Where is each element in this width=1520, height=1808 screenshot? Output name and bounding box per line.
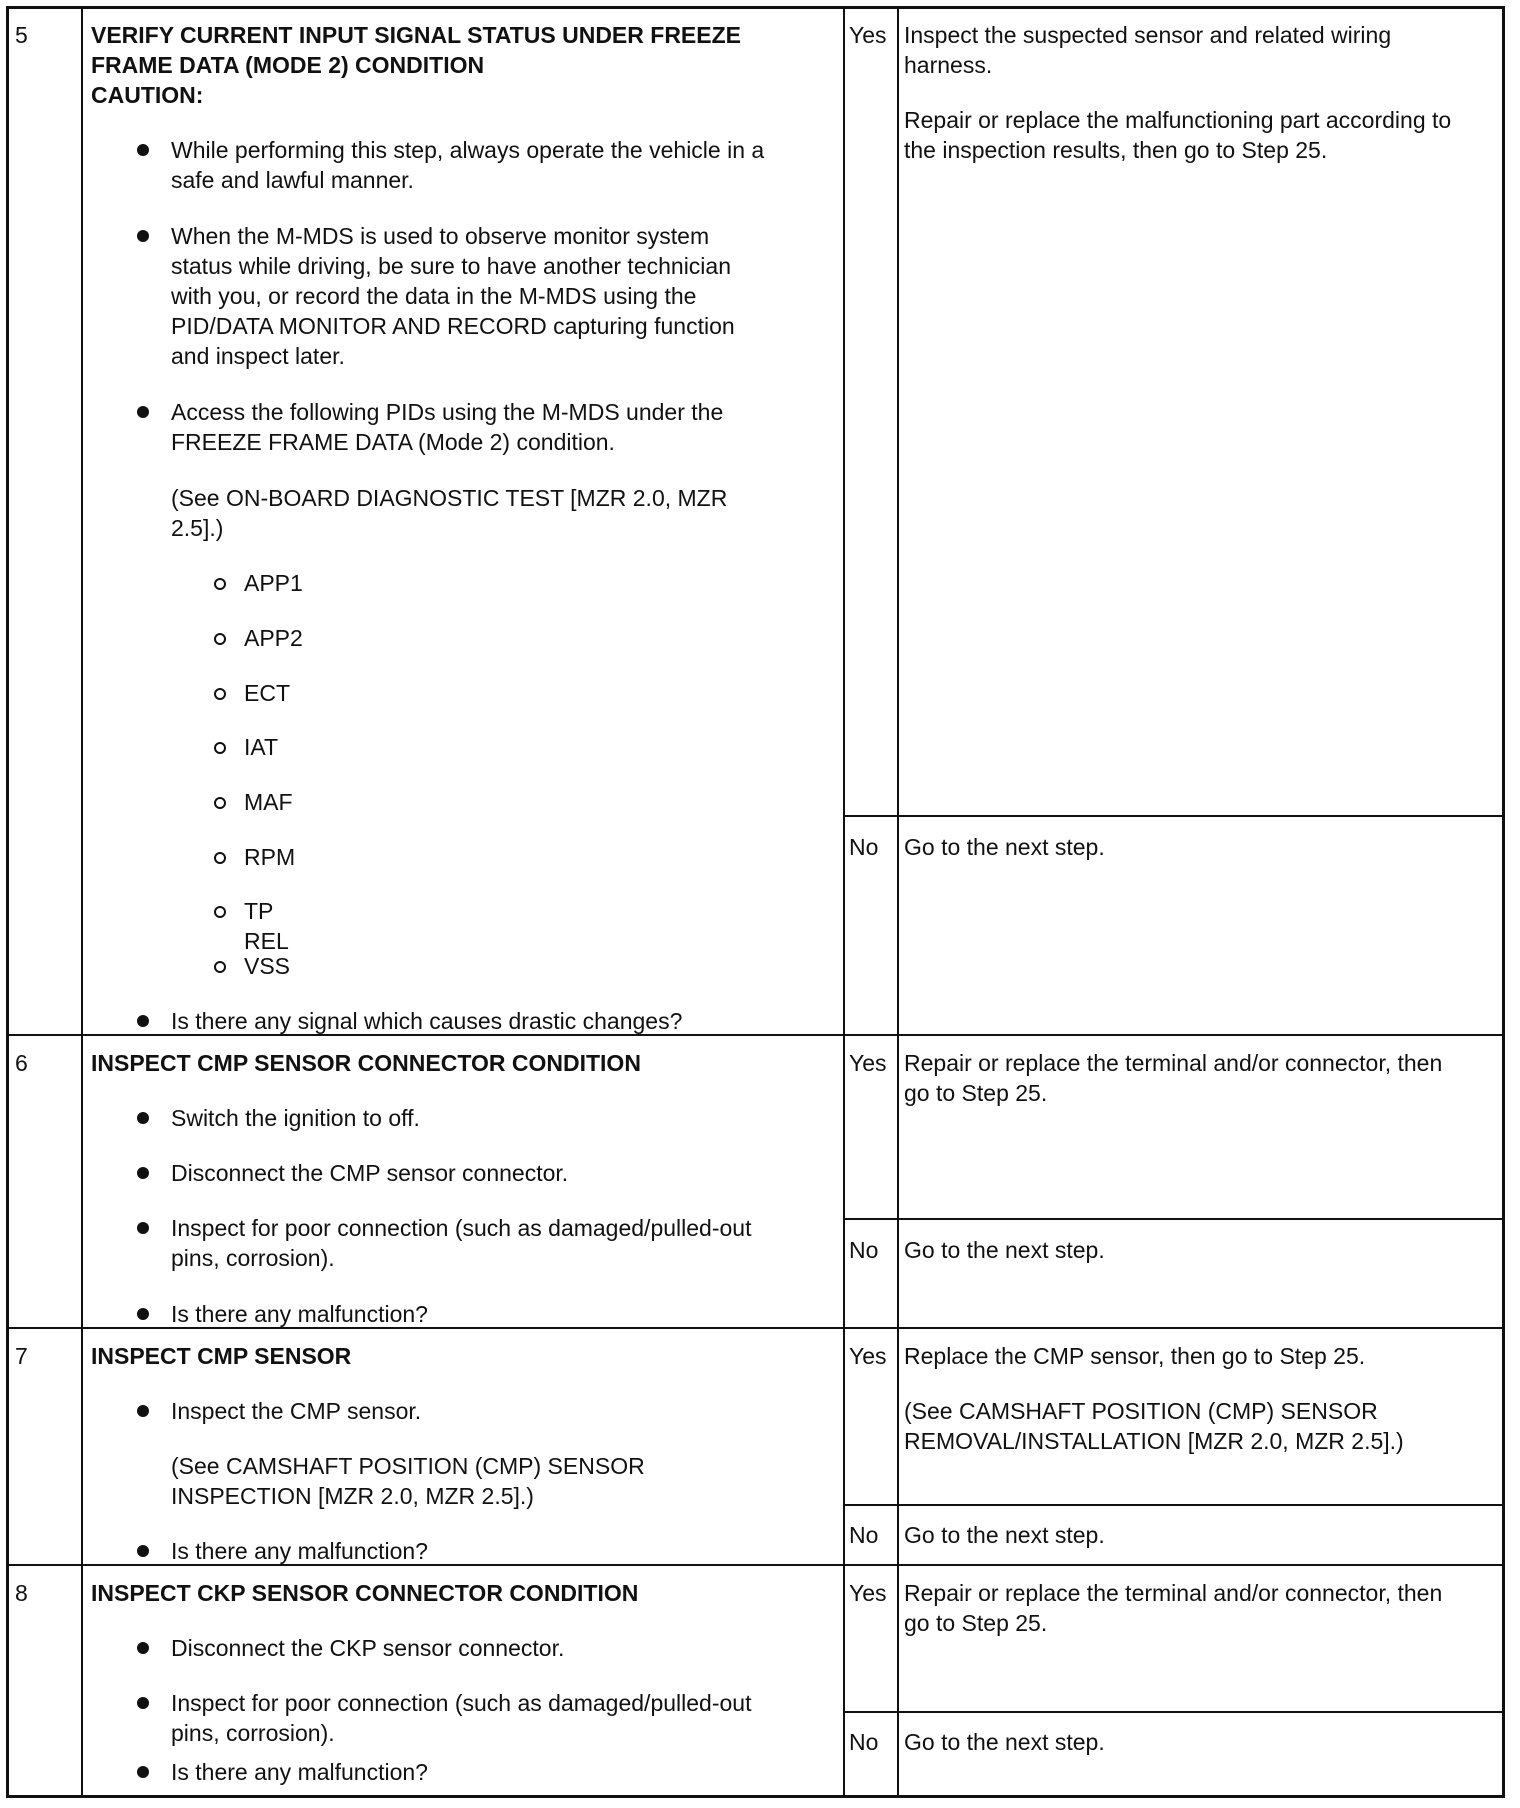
no-label: No bbox=[849, 1522, 879, 1548]
reference-text: (See CAMSHAFT POSITION (CMP) SENSOR bbox=[171, 1453, 645, 1479]
bullet-text: Disconnect the CMP sensor connector. bbox=[171, 1160, 569, 1186]
result-text: go to Step 25. bbox=[904, 1080, 1048, 1106]
result-text: Repair or replace the terminal and/or connector, then bbox=[904, 1050, 1443, 1076]
circle-bullet-icon bbox=[214, 797, 226, 809]
pid-label: VSS bbox=[244, 953, 291, 979]
bullet-text: Is there any malfunction? bbox=[171, 1759, 428, 1785]
yes-no-divider bbox=[843, 815, 1502, 817]
yes-label: Yes bbox=[849, 1050, 887, 1076]
step-number: 7 bbox=[15, 1343, 28, 1369]
bullet-text: When the M-MDS is used to observe monitor system bbox=[171, 223, 710, 249]
result-text: harness. bbox=[904, 52, 993, 78]
bullet-icon bbox=[137, 1308, 149, 1320]
bullet-text: pins, corrosion). bbox=[171, 1245, 335, 1271]
circle-bullet-icon bbox=[214, 852, 226, 864]
result-text: the inspection results, then go to Step 25. bbox=[904, 137, 1328, 163]
no-label: No bbox=[849, 1729, 879, 1755]
result-text: go to Step 25. bbox=[904, 1610, 1048, 1636]
yes-label: Yes bbox=[849, 22, 887, 48]
result-text: Repair or replace the malfunctioning part according to bbox=[904, 107, 1452, 133]
pid-label: MAF bbox=[244, 789, 293, 815]
bullet-icon bbox=[137, 1405, 149, 1417]
caution-label: CAUTION: bbox=[91, 82, 204, 108]
bullet-icon bbox=[137, 1015, 149, 1027]
result-text: Repair or replace the terminal and/or connector, then bbox=[904, 1580, 1443, 1606]
result-text: Go to the next step. bbox=[904, 1237, 1105, 1263]
circle-bullet-icon bbox=[214, 961, 226, 973]
bullet-icon bbox=[137, 1167, 149, 1179]
bullet-icon bbox=[137, 1545, 149, 1557]
bullet-text: with you, or record the data in the M-MDS using the bbox=[171, 283, 697, 309]
result-text: Go to the next step. bbox=[904, 834, 1105, 860]
bullet-text: Inspect the CMP sensor. bbox=[171, 1398, 422, 1424]
step-title: FRAME DATA (MODE 2) CONDITION bbox=[91, 52, 485, 78]
result-text: Go to the next step. bbox=[904, 1729, 1105, 1755]
step-number: 6 bbox=[15, 1050, 28, 1076]
result-text: Replace the CMP sensor, then go to Step 25. bbox=[904, 1343, 1366, 1369]
bullet-icon bbox=[137, 230, 149, 242]
yes-no-divider bbox=[843, 1711, 1502, 1713]
bullet-text: While performing this step, always operate the vehicle in a bbox=[171, 137, 765, 163]
result-text: Go to the next step. bbox=[904, 1522, 1105, 1548]
no-label: No bbox=[849, 834, 879, 860]
step-title: VERIFY CURRENT INPUT SIGNAL STATUS UNDER FREEZE bbox=[91, 22, 742, 48]
bullet-text: Is there any malfunction? bbox=[171, 1538, 428, 1564]
bullet-text: Disconnect the CKP sensor connector. bbox=[171, 1635, 565, 1661]
bullet-icon bbox=[137, 1642, 149, 1654]
bullet-text: Switch the ignition to off. bbox=[171, 1105, 420, 1131]
step-title: INSPECT CMP SENSOR bbox=[91, 1343, 352, 1369]
step-number: 5 bbox=[15, 22, 28, 48]
bullet-text: status while driving, be sure to have another technician bbox=[171, 253, 731, 279]
result-text: (See CAMSHAFT POSITION (CMP) SENSOR bbox=[904, 1398, 1378, 1424]
circle-bullet-icon bbox=[214, 633, 226, 645]
step-title: INSPECT CKP SENSOR CONNECTOR CONDITION bbox=[91, 1580, 639, 1606]
bullet-text: Access the following PIDs using the M-MDS under the bbox=[171, 399, 724, 425]
reference-text: 2.5].) bbox=[171, 515, 224, 541]
column-divider bbox=[843, 9, 845, 1795]
circle-bullet-icon bbox=[214, 742, 226, 754]
bullet-text: Inspect for poor connection (such as damaged/pulled-out bbox=[171, 1690, 752, 1716]
bullet-text: Is there any signal which causes drastic changes? bbox=[171, 1008, 683, 1034]
yes-label: Yes bbox=[849, 1343, 887, 1369]
step-number: 8 bbox=[15, 1580, 28, 1606]
pid-label: IAT bbox=[244, 734, 279, 760]
bullet-text: safe and lawful manner. bbox=[171, 167, 414, 193]
reference-text: INSPECTION [MZR 2.0, MZR 2.5].) bbox=[171, 1483, 534, 1509]
yes-no-divider bbox=[843, 1218, 1502, 1220]
bullet-icon bbox=[137, 1697, 149, 1709]
bullet-icon bbox=[137, 1112, 149, 1124]
bullet-text: and inspect later. bbox=[171, 343, 345, 369]
bullet-text: Inspect for poor connection (such as damaged/pulled-out bbox=[171, 1215, 752, 1241]
reference-text: (See ON-BOARD DIAGNOSTIC TEST [MZR 2.0, MZR bbox=[171, 485, 728, 511]
bullet-text: FREEZE FRAME DATA (Mode 2) condition. bbox=[171, 429, 615, 455]
pid-label: APP1 bbox=[244, 570, 303, 596]
no-label: No bbox=[849, 1237, 879, 1263]
result-text: REMOVAL/INSTALLATION [MZR 2.0, MZR 2.5].) bbox=[904, 1428, 1404, 1454]
bullet-text: pins, corrosion). bbox=[171, 1720, 335, 1746]
result-text: Inspect the suspected sensor and related wiring bbox=[904, 22, 1392, 48]
pid-label: APP2 bbox=[244, 625, 303, 651]
pid-label: RPM bbox=[244, 844, 296, 870]
bullet-icon bbox=[137, 1766, 149, 1778]
pid-label: ECT bbox=[244, 680, 290, 706]
circle-bullet-icon bbox=[214, 688, 226, 700]
bullet-icon bbox=[137, 406, 149, 418]
circle-bullet-icon bbox=[214, 906, 226, 918]
bullet-text: PID/DATA MONITOR AND RECORD capturing function bbox=[171, 313, 735, 339]
diagnostic-table bbox=[6, 6, 1505, 1798]
yes-label: Yes bbox=[849, 1580, 887, 1606]
step-title: INSPECT CMP SENSOR CONNECTOR CONDITION bbox=[91, 1050, 641, 1076]
pid-label: TP REL bbox=[244, 898, 289, 954]
circle-bullet-icon bbox=[214, 578, 226, 590]
yes-no-divider bbox=[843, 1504, 1502, 1506]
bullet-text: Is there any malfunction? bbox=[171, 1301, 428, 1327]
bullet-icon bbox=[137, 144, 149, 156]
column-divider bbox=[81, 9, 83, 1795]
bullet-icon bbox=[137, 1222, 149, 1234]
column-divider bbox=[897, 9, 899, 1795]
